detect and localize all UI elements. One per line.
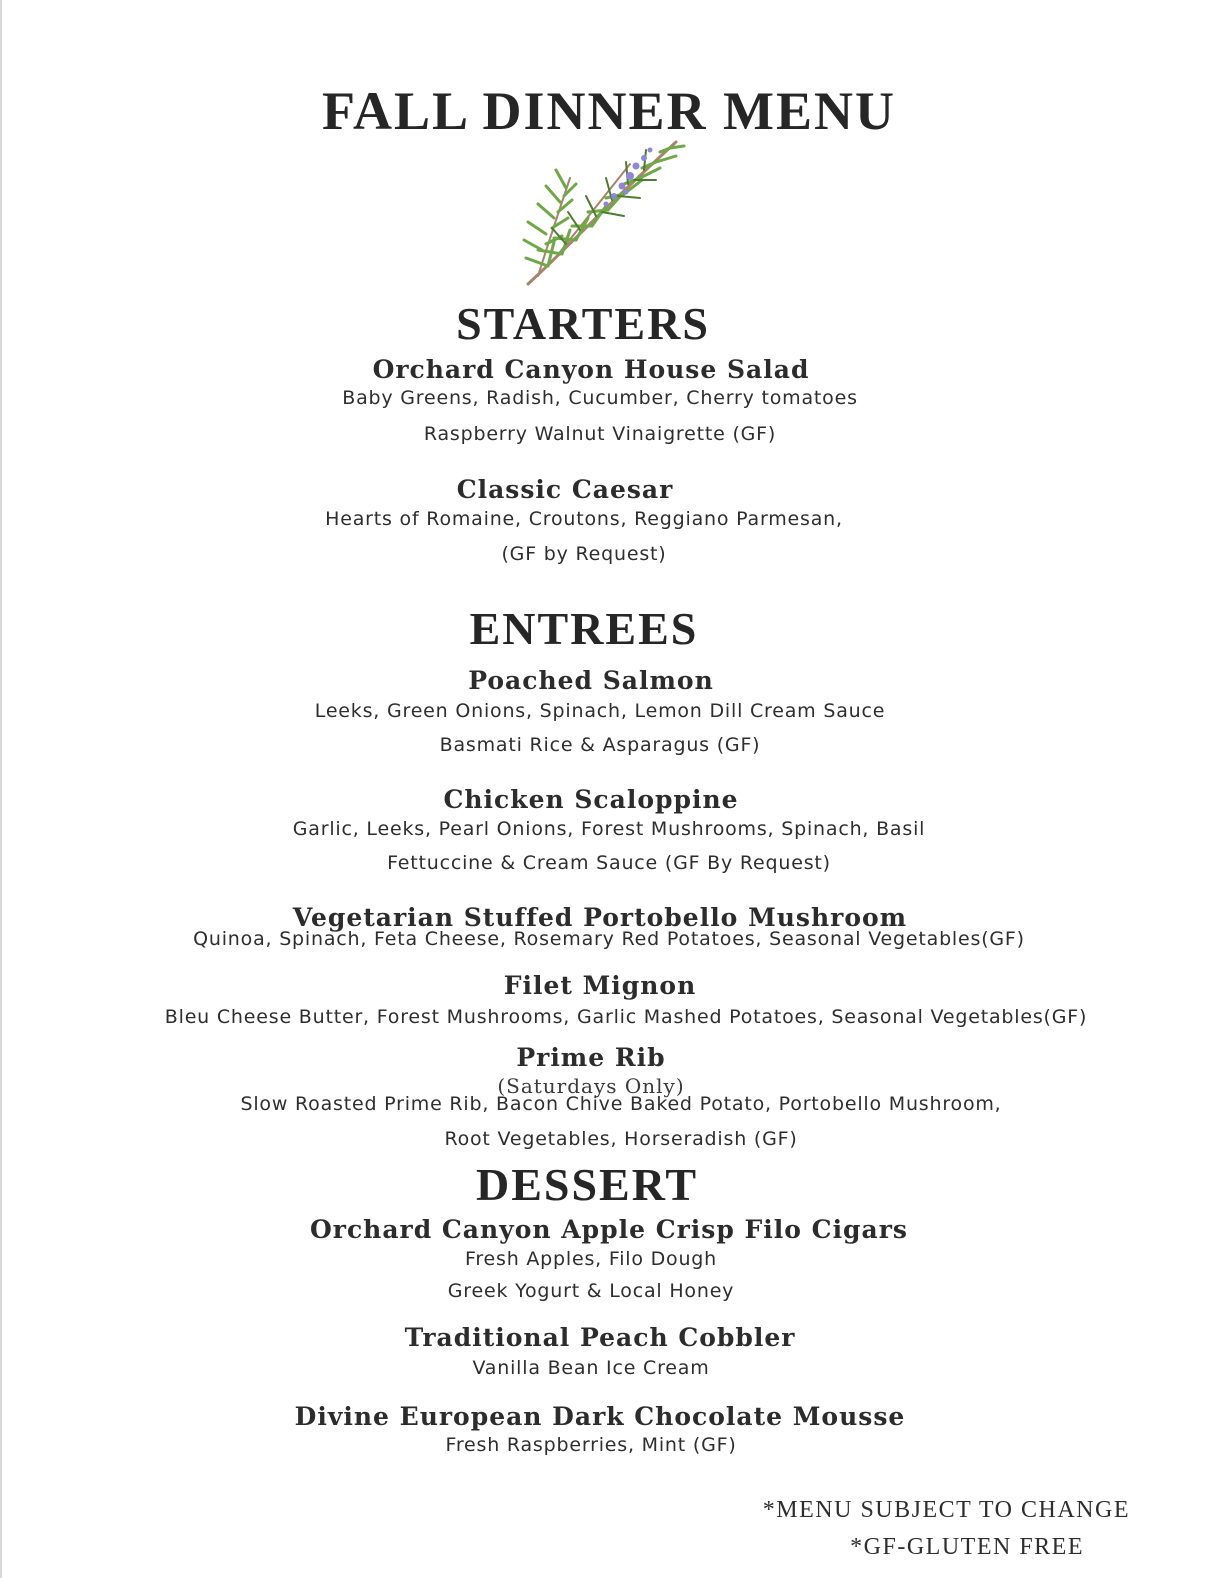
dish-name-apple-crisp: Orchard Canyon Apple Crisp Filo Cigars [310,1215,908,1244]
dish-name-filet-mignon: Filet Mignon [503,971,697,1000]
dish-desc-house-salad-line2: Raspberry Walnut Vinaigrette (GF) [423,423,777,445]
menu-title: FALL DINNER MENU [321,81,897,141]
dish-desc-chicken-scaloppine-line1: Garlic, Leeks, Pearl Onions, Forest Mushrooms, Spinach, Basil [292,818,926,840]
dish-desc-classic-caesar-line2: (GF by Request) [501,543,667,565]
starters-heading: STARTERS [456,298,710,349]
dish-desc-stuffed-portobello-line1: Quinoa, Spinach, Feta Cheese, Rosemary Red Potatoes, Seasonal Vegetables(GF) [193,928,1025,950]
dish-desc-poached-salmon-line1: Leeks, Green Onions, Spinach, Lemon Dill Cream Sauce [314,700,886,722]
footer-menu-change-notice: *MENU SUBJECT TO CHANGE [762,1497,1130,1523]
dish-desc-poached-salmon-line2: Basmati Rice & Asparagus (GF) [439,734,761,756]
dish-desc-classic-caesar-line1: Hearts of Romaine, Croutons, Reggiano Parmesan, [325,508,843,530]
dish-name-house-salad: Orchard Canyon House Salad [372,355,810,384]
dish-desc-house-salad-line1: Baby Greens, Radish, Cucumber, Cherry tomatoes [342,387,858,409]
footer-gluten-free-notice: *GF-GLUTEN FREE [850,1534,1084,1560]
dish-desc-apple-crisp-line2: Greek Yogurt & Local Honey [447,1280,735,1302]
dish-note-prime-rib: (Saturdays Only) [497,1074,685,1098]
entrees-heading: ENTREES [469,603,699,654]
dish-desc-filet-mignon-line1: Bleu Cheese Butter, Forest Mushrooms, Garlic Mashed Potatoes, Seasonal Vegetables(GF) [164,1006,1088,1028]
dish-name-prime-rib: Prime Rib [516,1043,666,1072]
dish-desc-prime-rib-line1: Slow Roasted Prime Rib, Bacon Chive Baked Potato, Portobello Mushroom, [240,1093,1002,1115]
rosemary-sprig-icon [518,134,688,294]
dish-name-chicken-scaloppine: Chicken Scaloppine [443,785,739,814]
dish-name-classic-caesar: Classic Caesar [456,475,674,504]
dish-desc-chocolate-mousse-line1: Fresh Raspberries, Mint (GF) [445,1434,737,1456]
dish-desc-apple-crisp-line1: Fresh Apples, Filo Dough [464,1248,718,1270]
dish-desc-chicken-scaloppine-line2: Fettuccine & Cream Sauce (GF By Request) [387,852,831,874]
dessert-heading: DESSERT [475,1159,699,1210]
dish-name-peach-cobbler: Traditional Peach Cobbler [404,1323,796,1352]
dish-desc-peach-cobbler-line1: Vanilla Bean Ice Cream [472,1357,710,1379]
dish-name-poached-salmon: Poached Salmon [468,666,714,695]
dish-name-chocolate-mousse: Divine European Dark Chocolate Mousse [294,1402,906,1431]
dish-desc-prime-rib-line2: Root Vegetables, Horseradish (GF) [444,1128,798,1150]
dish-name-stuffed-portobello: Vegetarian Stuffed Portobello Mushroom [292,903,908,932]
